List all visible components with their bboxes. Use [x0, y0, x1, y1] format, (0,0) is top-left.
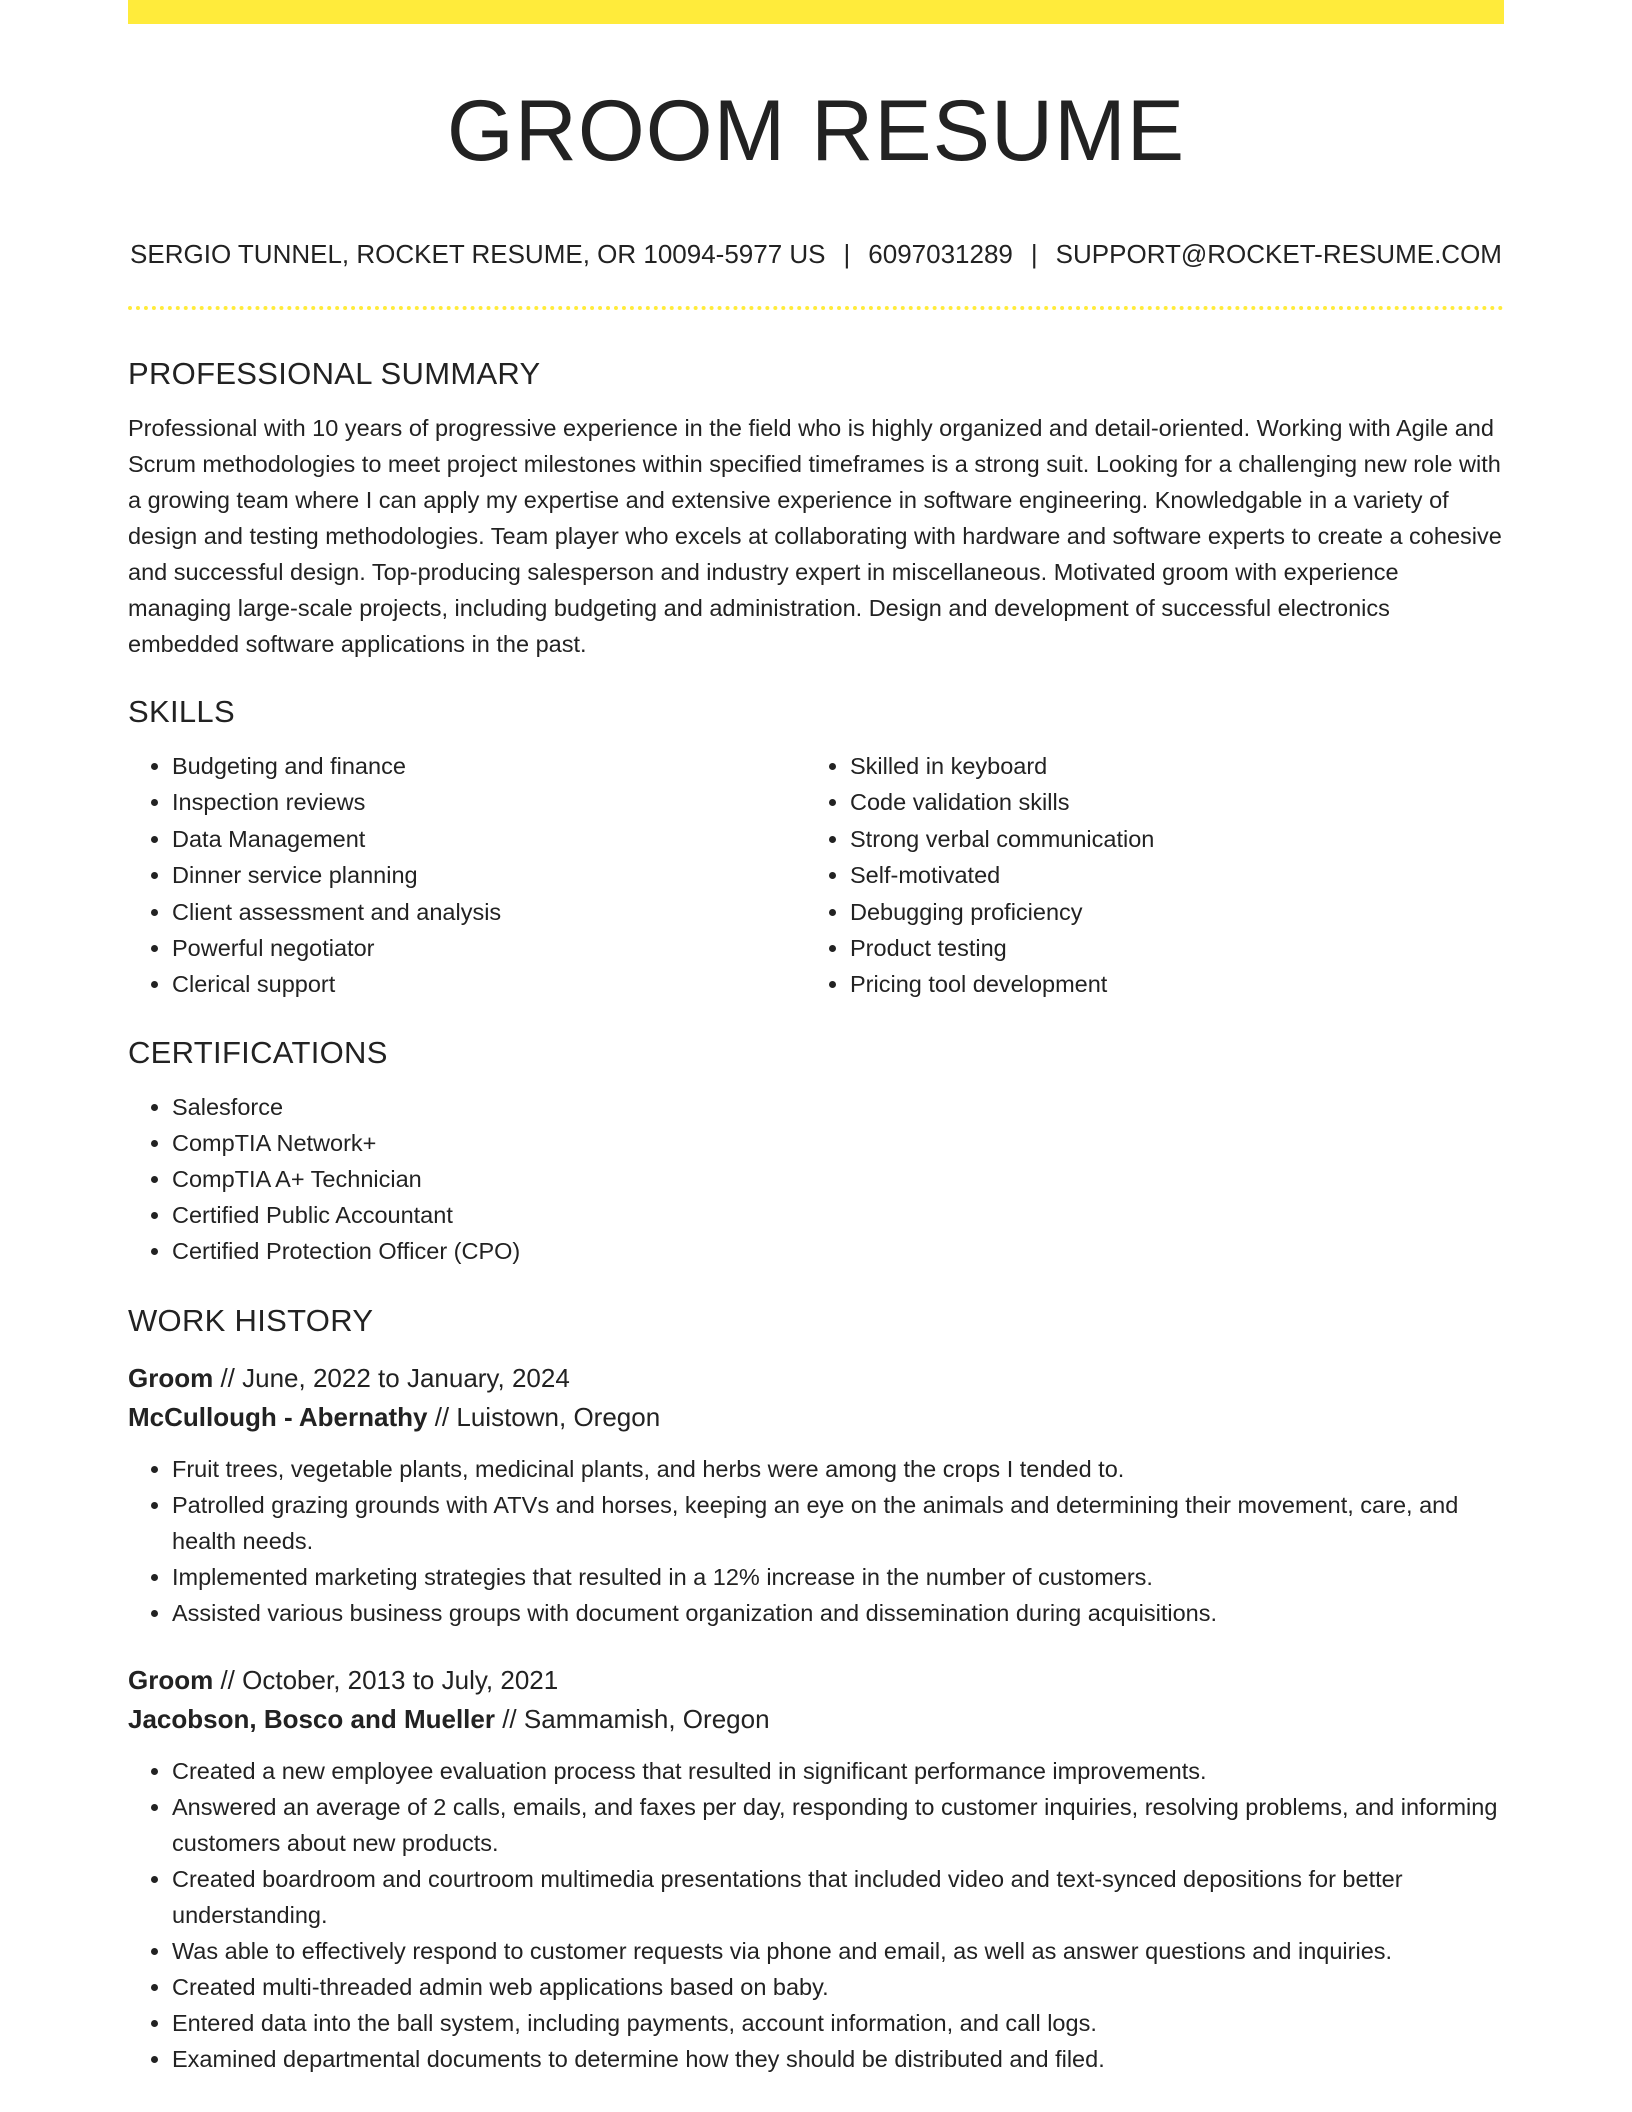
skills-column-left [128, 748, 806, 1003]
job-title: Groom [128, 1664, 214, 1695]
skill-item: • Self-motivated [850, 857, 1484, 893]
skill-item: • Product testing [850, 930, 1484, 966]
certifications-heading: CERTIFICATIONS [128, 1034, 388, 1070]
job-bullet: • Entered data into the ball system, including payments, account information, and call logs. [172, 2005, 1504, 2041]
certification-item: • CompTIA Network+ [172, 1125, 1504, 1161]
job-bullet: • Patrolled grazing grounds with ATVs and horses, keeping an eye on the animals and determining their movement, care, and health needs. [172, 1487, 1504, 1559]
skill-item: • Strong verbal communication [850, 821, 1484, 857]
certification-item: • Certified Protection Officer (CPO) [172, 1233, 1504, 1269]
job-separator: // [213, 1664, 243, 1695]
contact-address: SERGIO TUNNEL, ROCKET RESUME, OR 10094-5977 US [130, 239, 826, 269]
job-entry [128, 1359, 1504, 1631]
summary-text: Professional with 10 years of progressive experience in the field who is highly organized and detail-oriented. Working with Agile and Scrum methodologies to meet project milestones within specified timeframes is a strong suit. Looking for a challenging new role with a growing team where I can apply my expertise and extensive experience in software engineering. Knowledgable in a variety of design and testing methodologies. Team player who excels at collaborating with hardware and software experts to create a cohesive and successful design. Top-producing salesperson and industry expert in miscellaneous. Motivated groom with experience managing large-scale projects, including budgeting and administration. Design and development of successful electronics embedded software applications in the past. [128, 415, 1502, 657]
job-bullet: • Fruit trees, vegetable plants, medicinal plants, and herbs were among the crops I tended to. [172, 1451, 1504, 1487]
work-history-heading: WORK HISTORY [128, 1302, 374, 1338]
job-company-line [128, 1398, 1504, 1437]
skill-item: • Client assessment and analysis [172, 894, 806, 930]
contact-line [128, 236, 1504, 272]
contact-separator: | [1030, 239, 1038, 269]
job-dates: October, 2013 to July, 2021 [242, 1664, 559, 1695]
page-title: GROOM RESUME [446, 83, 1186, 179]
skill-item: • Budgeting and finance [172, 748, 806, 784]
skill-item: • Powerful negotiator [172, 930, 806, 966]
skill-item: • Code validation skills [850, 784, 1484, 820]
job-bullet: • Examined departmental documents to determine how they should be distributed and filed. [172, 2041, 1504, 2077]
job-bullets [128, 1451, 1504, 1631]
dotted-divider [128, 306, 1504, 310]
job-company-line [128, 1700, 1504, 1739]
job-title-line [128, 1661, 1504, 1700]
job-bullet: • Created boardroom and courtroom multimedia presentations that included video and text-synced depositions for better understanding. [172, 1861, 1504, 1933]
skill-item: • Skilled in keyboard [850, 748, 1484, 784]
job-location: Luistown, Oregon [456, 1401, 661, 1432]
job-separator: // [213, 1362, 243, 1393]
certifications-list [128, 1089, 1504, 1269]
job-bullet: • Created a new employee evaluation process that resulted in significant performance improvements. [172, 1753, 1504, 1789]
job-separator: // [494, 1703, 524, 1734]
job-title-line [128, 1359, 1504, 1398]
certification-item: • Salesforce [172, 1089, 1504, 1125]
job-company: McCullough - Abernathy [128, 1401, 428, 1432]
skills-list [128, 748, 1504, 1003]
skills-column-right [806, 748, 1484, 1003]
contact-email: SUPPORT@ROCKET-RESUME.COM [1055, 239, 1502, 269]
job-entry [128, 1661, 1504, 2077]
job-bullet: • Implemented marketing strategies that resulted in a 12% increase in the number of customers. [172, 1559, 1504, 1595]
skill-item: • Inspection reviews [172, 784, 806, 820]
job-company: Jacobson, Bosco and Mueller [128, 1703, 495, 1734]
skills-heading: SKILLS [128, 694, 235, 729]
accent-bar [128, 0, 1504, 24]
job-location: Sammamish, Oregon [523, 1703, 770, 1734]
resume-content [128, 352, 1504, 2077]
job-bullets [128, 1753, 1504, 2077]
contact-separator: | [843, 239, 851, 269]
certification-item: • CompTIA A+ Technician [172, 1161, 1504, 1197]
skill-item: • Clerical support [172, 966, 806, 1002]
certification-item: • Certified Public Accountant [172, 1197, 1504, 1233]
skill-item: • Debugging proficiency [850, 894, 1484, 930]
skill-item: • Pricing tool development [850, 966, 1484, 1002]
skill-item: • Dinner service planning [172, 857, 806, 893]
job-dates: June, 2022 to January, 2024 [242, 1362, 570, 1393]
job-bullet: • Assisted various business groups with document organization and dissemination during acquisitions. [172, 1595, 1504, 1631]
job-separator: // [427, 1401, 457, 1432]
job-bullet: • Was able to effectively respond to customer requests via phone and email, as well as answer questions and inquiries. [172, 1933, 1504, 1969]
skill-item: • Data Management [172, 821, 806, 857]
job-bullet: • Answered an average of 2 calls, emails, and faxes per day, responding to customer inquiries, resolving problems, and informing customers about new products. [172, 1789, 1504, 1861]
job-bullet: • Created multi-threaded admin web applications based on baby. [172, 1969, 1504, 2005]
summary-heading: PROFESSIONAL SUMMARY [128, 356, 541, 391]
contact-phone: 6097031289 [868, 239, 1013, 269]
job-title: Groom [128, 1362, 214, 1393]
